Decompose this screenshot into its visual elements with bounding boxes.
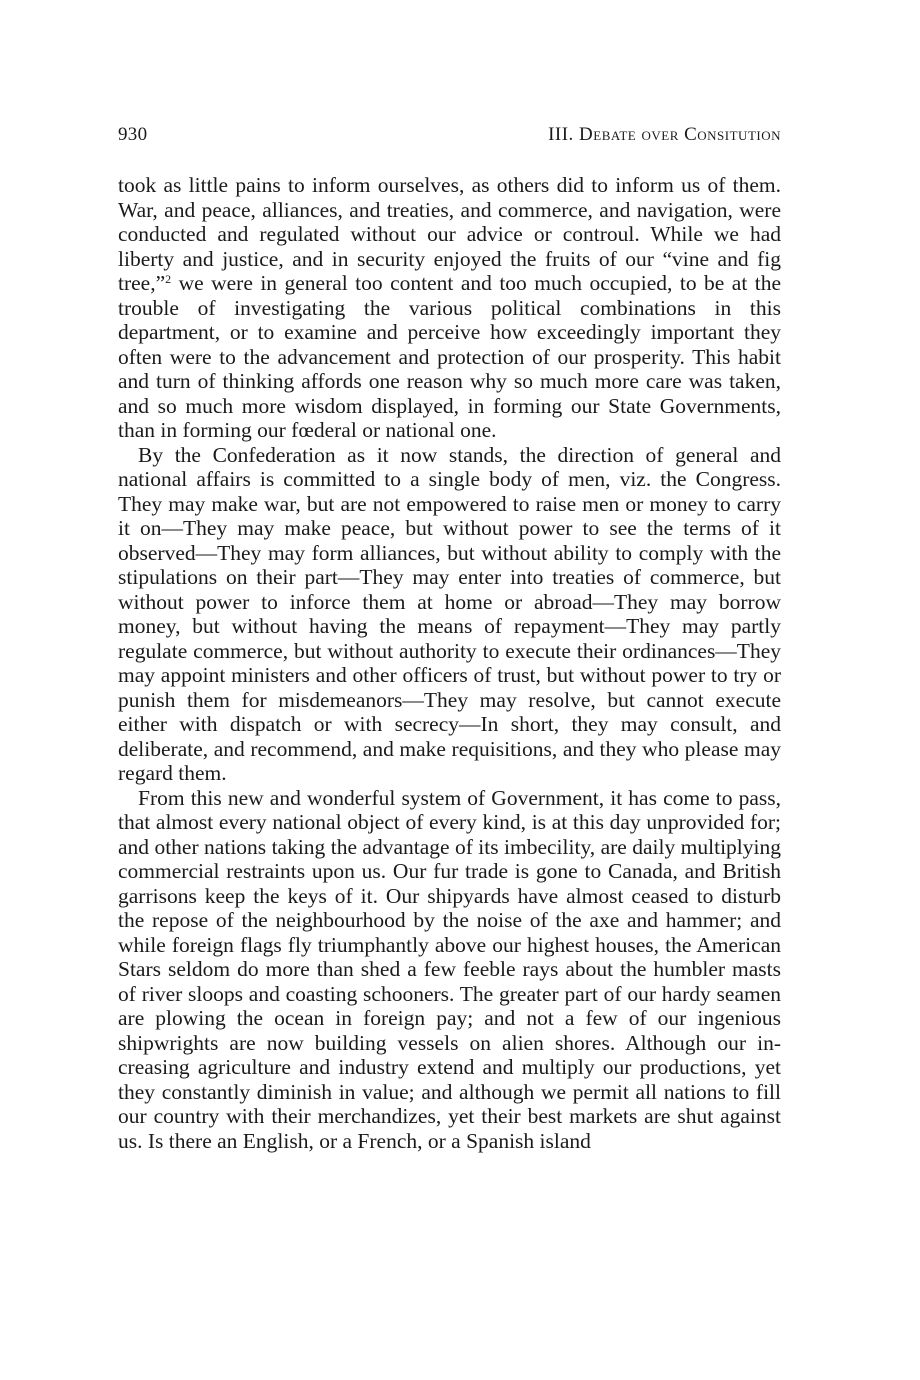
- running-head: [118, 124, 781, 146]
- footnote-ref[interactable]: 2: [165, 271, 172, 286]
- paragraph-new-system: From this new and wonderful system of Government, it has come to pass, that almost every national object of every kind, is at this day unprovided for; and other nations taking the advantage of its imbecility, are daily multiplying commercial restraints upon us. Our fur trade is gone to Canada, and British garrisons keep the keys of it. Our shipyards have almost ceased to disturb the repose of the neighbourhood by the noise of the axe and hammer; and while foreign flags fly triumphantly above our highest houses, the American Stars seldom do more than shed a few feeble rays about the humbler masts of river sloops and coasting schooners. The greater part of our hardy seamen are plowing the ocean in foreign pay; and not a few of our ingenious shipwrights are now building vessels on alien shores. Although our increasing agriculture and industry extend and multiply our productions, yet they constantly diminish in value; and although we permit all nations to fill our country with their merchandizes, yet their best markets are shut against us. Is there an English, or a French, or a Spanish island: [118, 785, 781, 1153]
- body-text: [118, 173, 781, 1153]
- paragraph-1-text-b: we were in general too content and too much occupied, to be at the trouble of investigating the various political combinations in this department, or to examine and perceive how exceedingly important they often were to the advancement and protection of our prosperity. This habit and turn of thinking affords one reason why so much more care was taken, and so much more wisdom displayed, in forming our State Governments, than in forming our fœderal or national one.: [118, 271, 781, 442]
- paragraph-continued: [118, 173, 781, 443]
- running-title: III. Debate over Consitution: [548, 124, 781, 145]
- page-number: 930: [118, 124, 148, 145]
- paragraph-1-text-a: took as little pains to inform ourselves, as others did to inform us of them. War, and peace, alliances, and treaties, and commerce, and navigation, were conducted and regulated without our advice or controul. While we had liberty and justice, and in security enjoyed the fruits of our “vine and fig tree,”: [118, 173, 781, 295]
- paragraph-confederation: By the Confederation as it now stands, the direction of general and national affairs is committed to a single body of men, viz. the Congress. They may make war, but are not empowered to raise men or money to carry it on—They may make peace, but without power to see the terms of it observed—They may form alliances, but without ability to comply with the stipulations on their part—They may enter into treaties of commerce, but without power to inforce them at home or abroad—They may borrow money, but without having the means of repayment—They may partly regulate commerce, but without authority to execute their ordinances—They may appoint ministers and other officers of trust, but without power to try or punish them for misdemeanors—They may resolve, but cannot execute either with dispatch or with secrecy—In short, they may consult, and deliberate, and recommend, and make requisitions, and they who please may regard them.: [118, 442, 781, 785]
